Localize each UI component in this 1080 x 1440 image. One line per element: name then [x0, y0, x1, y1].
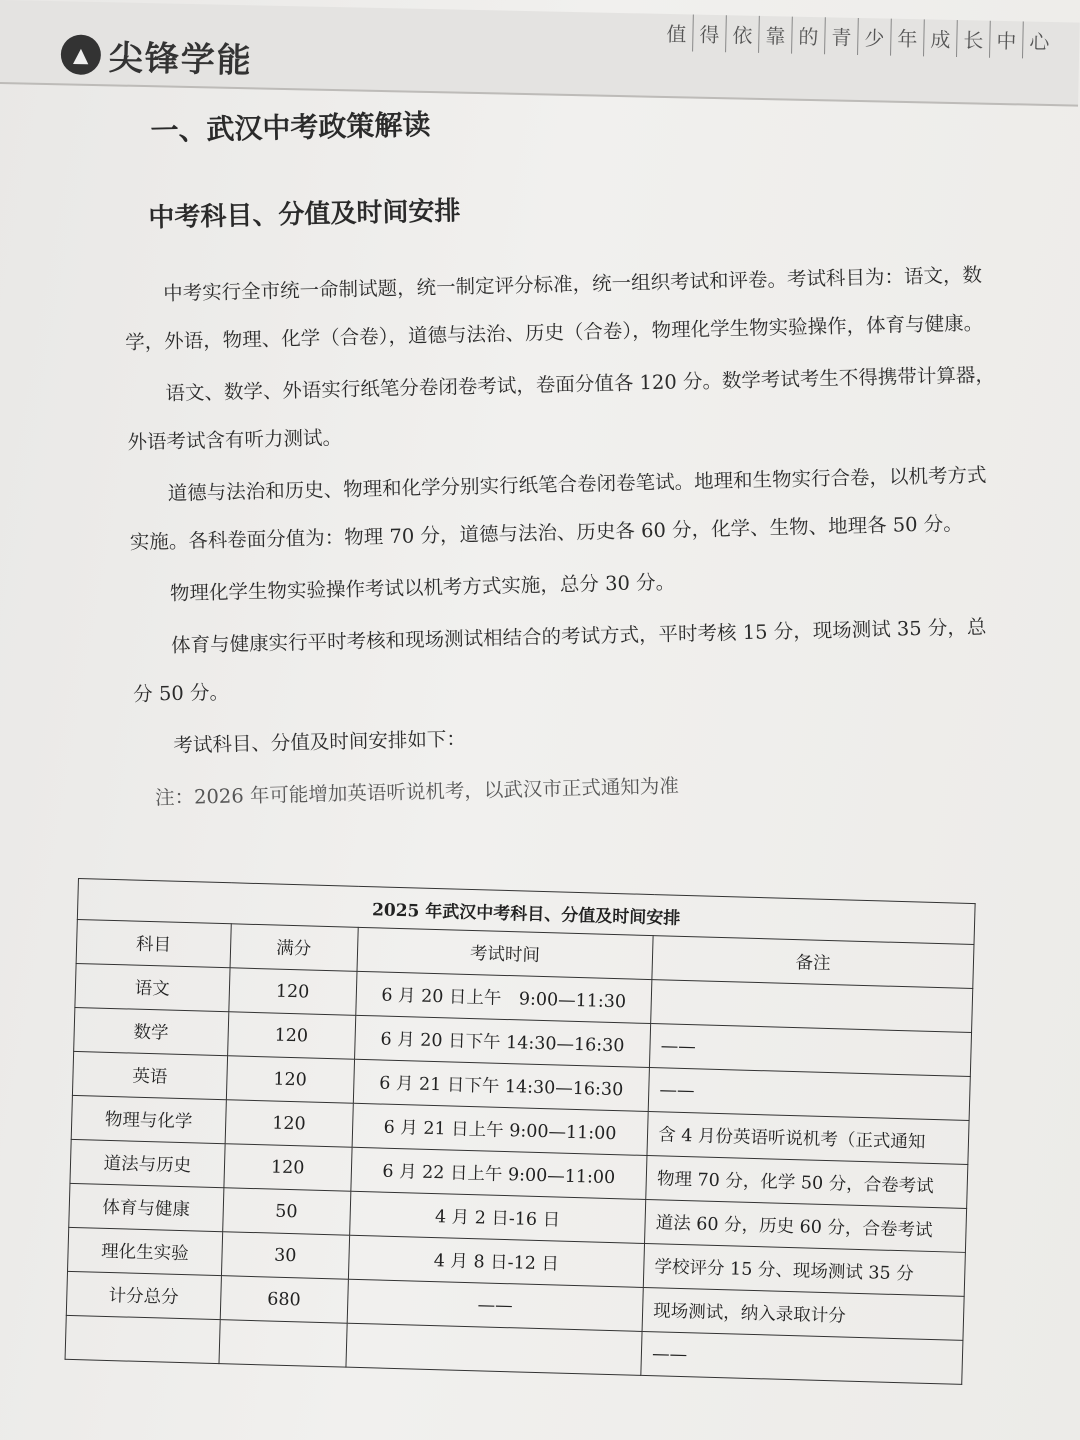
table-cell: —— — [641, 1331, 963, 1384]
paragraph: 语文、数学、外语实行纸笔分卷闭卷考试，卷面分值各 120 分。数学考试考生不得携带计算器，外语考试含有听力测试。 — [127, 363, 996, 454]
table-cell: 120 — [226, 1056, 354, 1104]
table-cell: —— — [347, 1279, 644, 1331]
main-content — [120, 90, 1006, 823]
slogan-char: 长 — [956, 20, 990, 58]
logo-triangle-icon: ▲ — [60, 34, 101, 75]
table-cell: 物理 70 分，化学 50 分，合卷考试 — [646, 1156, 968, 1209]
table-cell: 道法 60 分，历史 60 分，合卷考试 — [645, 1199, 967, 1252]
slogan-char: 青 — [824, 17, 858, 55]
slogan-char: 的 — [791, 17, 825, 55]
table-cell: 数学 — [74, 1007, 229, 1055]
table-cell: 50 — [222, 1188, 350, 1236]
table-cell: 6 月 20 日上午 9:00—11:30 — [355, 971, 652, 1023]
table-cell: 4 月 8 日-12 日 — [348, 1235, 645, 1287]
table-cell: 4 月 2 日-16 日 — [349, 1191, 646, 1243]
paragraph: 体育与健康实行平时考核和现场测试相结合的考试方式，平时考核 15 分，现场测试 35 分，总分 50 分。 — [132, 615, 987, 706]
table-cell: 120 — [227, 1012, 355, 1060]
table-header-cell: 满分 — [230, 924, 358, 972]
table-header-cell: 考试时间 — [357, 927, 654, 979]
schedule-table — [65, 878, 976, 1385]
table-cell: 学校评分 15 分、现场测试 35 分 — [643, 1243, 965, 1296]
table-cell — [346, 1323, 643, 1375]
table-cell: 计分总分 — [66, 1271, 221, 1319]
slogan-char: 少 — [857, 18, 891, 56]
slogan-char: 中 — [989, 21, 1023, 59]
slogan-char: 得 — [692, 15, 726, 53]
table-cell: 理化生实验 — [68, 1227, 223, 1275]
table-cell: 6 月 20 日下午 14:30—16:30 — [354, 1015, 651, 1067]
table-cell: 含 4 月份英语听说机考（正式通知 — [647, 1112, 969, 1165]
table-cell: 6 月 22 日上午 9:00—11:00 — [351, 1147, 648, 1199]
paragraph: 物理化学生物实验操作考试以机考方式实施，总分 30 分。 — [169, 570, 676, 605]
section-title: 一、武汉中考政策解读 — [150, 107, 431, 148]
slogan-char: 年 — [890, 19, 924, 57]
table-cell: 现场测试，纳入录取计分 — [642, 1287, 964, 1340]
table-cell: 6 月 21 日下午 14:30—16:30 — [353, 1059, 650, 1111]
table-cell: 道法与历史 — [70, 1139, 225, 1187]
table-cell: 体育与健康 — [69, 1183, 224, 1231]
paragraph: 道德与法治和历史、物理和化学分别实行纸笔合卷闭卷笔试。地理和生物实行合卷，以机考方式实施。各科卷面分值为：物理 70 分，道德与法治、历史各 60 分，化学、生物、地理各 50 分。 — [129, 463, 987, 554]
table-cell — [65, 1315, 220, 1363]
slogan-char: 成 — [923, 19, 957, 57]
table-cell: 英语 — [72, 1051, 227, 1099]
note-text: 注：2026 年可能增加英语听说机考，以武汉市正式通知为准 — [154, 774, 680, 810]
table-cell: 语文 — [75, 963, 230, 1011]
logo-text: 尖锋学能 — [108, 38, 254, 82]
table-header-cell: 科目 — [76, 919, 231, 967]
table-cell: 120 — [229, 968, 357, 1016]
subsection-title: 中考科目、分值及时间安排 — [148, 196, 461, 234]
table-cell: 120 — [225, 1100, 353, 1148]
table-caption: 2025 年武汉中考科目、分值及时间安排 — [77, 879, 975, 945]
table-cell: 物理与化学 — [71, 1095, 226, 1143]
paragraph: 中考实行全市统一命制试题，统一制定评分标准，统一组织考试和评卷。考试科目为：语文，数学，外语，物理、化学（合卷），道德与法治、历史（合卷），物理化学生物实验操作，体育与健康。 — [125, 263, 984, 354]
body-paragraphs — [124, 251, 1005, 771]
slogan-char: 心 — [1022, 21, 1056, 59]
header-slogan — [660, 14, 1056, 59]
table-cell: 680 — [220, 1276, 348, 1324]
table-cell: 120 — [224, 1144, 352, 1192]
slogan-char: 值 — [666, 21, 687, 47]
paragraph: 考试科目、分值及时间安排如下： — [173, 727, 467, 757]
table-cell: —— — [650, 1024, 972, 1077]
table-header-cell: 备注 — [652, 936, 974, 989]
slogan-char: 依 — [725, 15, 759, 53]
page-header — [0, 0, 1080, 107]
table-cell: —— — [648, 1068, 970, 1121]
table-cell — [219, 1320, 347, 1368]
brand-logo — [60, 29, 253, 82]
slogan-char: 靠 — [758, 16, 792, 54]
table-cell: 30 — [221, 1232, 349, 1280]
table-cell: 6 月 21 日上午 9:00—11:00 — [352, 1103, 649, 1155]
